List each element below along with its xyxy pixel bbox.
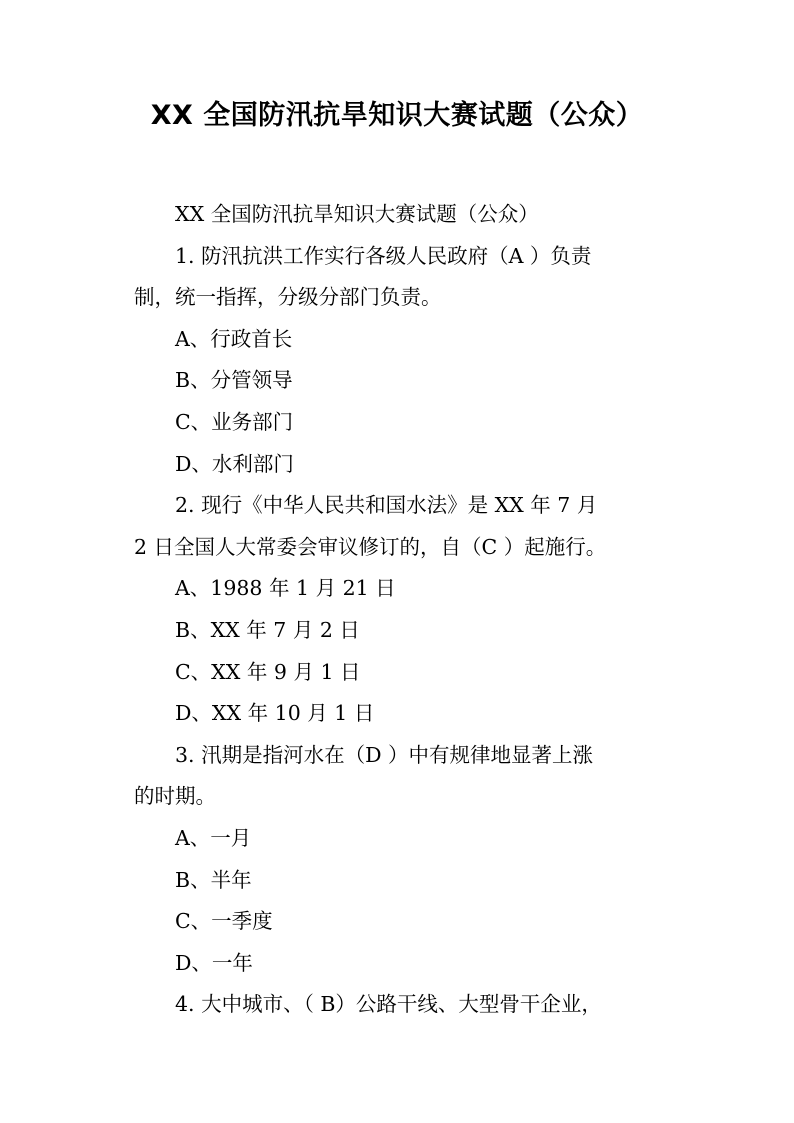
text-line: B、半年 bbox=[175, 867, 252, 892]
text-line: 1. 防汛抗洪工作实行各级人民政府（A ）负责 bbox=[175, 243, 592, 268]
question-3 bbox=[134, 735, 674, 818]
question-2-option-a bbox=[134, 568, 674, 610]
text-line: A、1988 年 1 月 21 日 bbox=[175, 576, 396, 601]
text-line: C、一季度 bbox=[175, 909, 273, 934]
text-line: B、XX 年 7 月 2 日 bbox=[175, 617, 360, 642]
question-1-option-c bbox=[134, 402, 674, 444]
text-line: C、XX 年 9 月 1 日 bbox=[175, 659, 361, 684]
text-line: 2 日全国人大常委会审议修订的，自（C ）起施行。 bbox=[134, 534, 607, 559]
document-title: XX 全国防汛抗旱知识大赛试题（公众） bbox=[150, 100, 644, 131]
question-3-option-c bbox=[134, 901, 674, 943]
question-2-option-c bbox=[134, 652, 674, 694]
question-1-option-a bbox=[134, 319, 674, 361]
question-4 bbox=[134, 984, 674, 1026]
text-line: D、XX 年 10 月 1 日 bbox=[175, 701, 375, 726]
question-1-option-d bbox=[134, 444, 674, 486]
question-2-option-d bbox=[134, 693, 674, 735]
document-body bbox=[134, 194, 674, 1026]
question-1 bbox=[134, 236, 674, 319]
text-line: A、行政首长 bbox=[175, 326, 293, 351]
question-3-option-d bbox=[134, 943, 674, 985]
question-3-option-a bbox=[134, 818, 674, 860]
text-line: D、水利部门 bbox=[175, 451, 294, 476]
text-line: 4. 大中城市、（ B）公路干线、大型骨干企业， bbox=[175, 992, 602, 1017]
text-line: A、一月 bbox=[175, 825, 252, 850]
text-line: XX 全国防汛抗旱知识大赛试题（公众） bbox=[175, 202, 539, 226]
paragraph-subtitle bbox=[134, 194, 674, 236]
text-line: 制，统一指挥，分级分部门负责。 bbox=[134, 285, 442, 310]
text-line: 2. 现行《中华人民共和国水法》是 XX 年 7 月 bbox=[175, 493, 598, 518]
text-line: 3. 汛期是指河水在（D ）中有规律地显著上涨 bbox=[175, 742, 594, 767]
text-line: D、一年 bbox=[175, 950, 253, 975]
question-3-option-b bbox=[134, 860, 674, 902]
question-2 bbox=[134, 485, 674, 568]
question-1-option-b bbox=[134, 360, 674, 402]
text-line: 的时期。 bbox=[134, 784, 216, 809]
question-2-option-b bbox=[134, 610, 674, 652]
text-line: B、分管领导 bbox=[175, 368, 293, 393]
text-line: C、业务部门 bbox=[175, 409, 294, 434]
